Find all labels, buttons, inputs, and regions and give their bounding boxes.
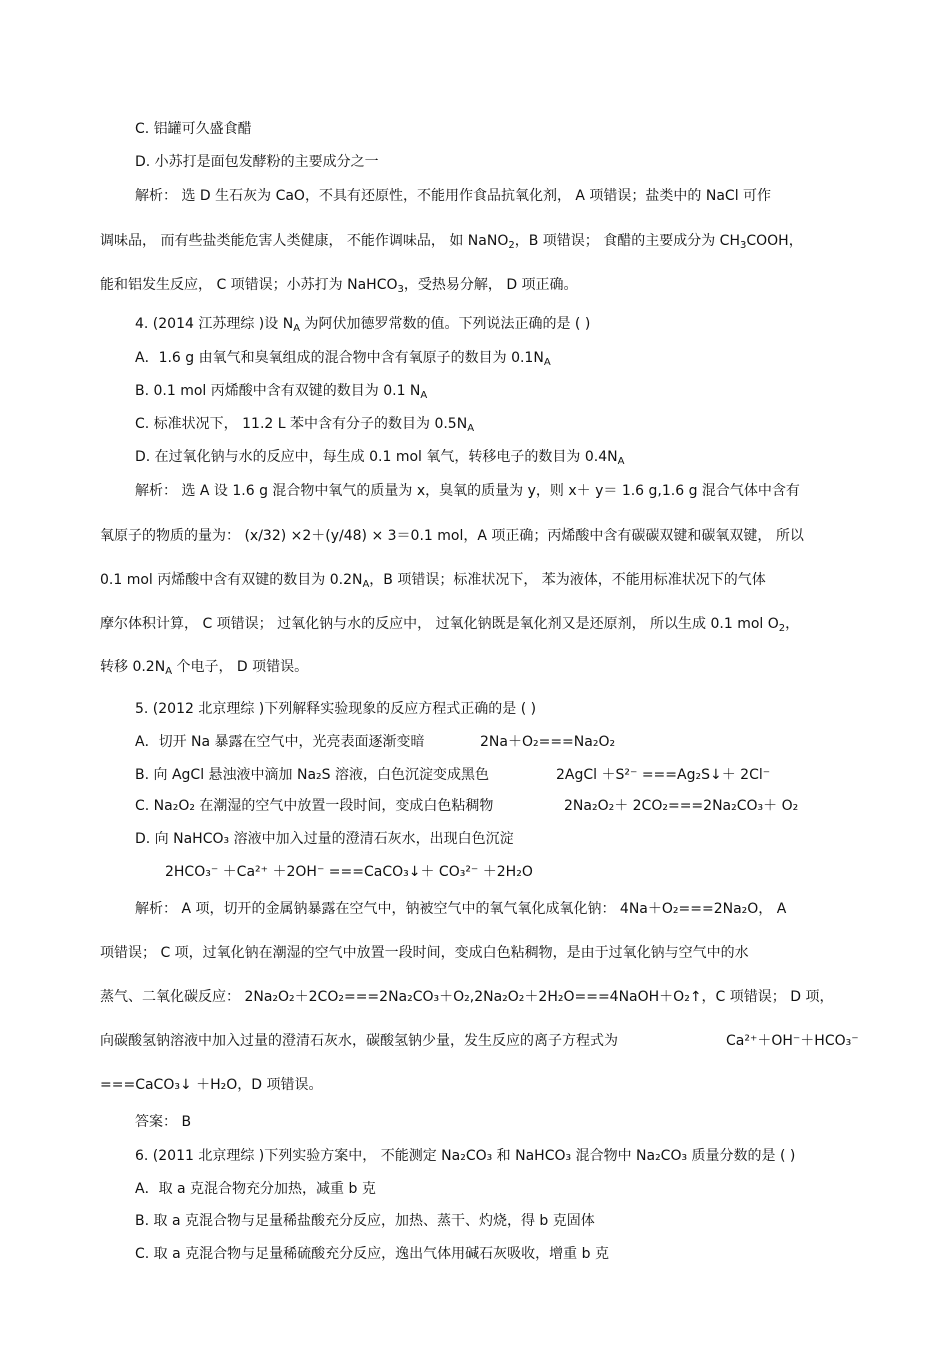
q3-explanation-line2: 调味品， 而有些盐类能危害人类健康， 不能作调味品， 如 NaNO$_2$，B 项错误； 食醋的主要成分为 $CH_3COOH$， [100,233,803,251]
q6-stem: 6. (2011 北京理综 )下列实验方案中， 不能测定 Na₂CO₃ 和 NaHCO₃ 混合物中 Na₂CO₃ 质量分数的是 ( ) [135,1148,796,1164]
q4-stem: 4. (2014 江苏理综 )设 $N_A$ 为阿伏加德罗常数的值。下列说法正确的是 ( ) [135,316,591,334]
q5-option-d: D. 向 NaHCO₃ 溶液中加入过量的澄清石灰水，出现白色沉淀 [135,831,514,847]
q5-equation-d: 2HCO₃⁻ ＋Ca²⁺ ＋2OH⁻ ===CaCO₃↓＋ CO₃²⁻ ＋2H₂O [165,864,533,880]
q3-explanation-line3: 能和铝发生反应， C 项错误；小苏打为 NaHCO$_3$，受热易分解， D 项正确。 [100,277,578,295]
q5-option-c: C. Na₂O₂ 在潮湿的空气中放置一段时间，变成白色粘稠物 [135,798,494,814]
q5-equation-c: 2Na₂O₂＋ 2CO₂===2Na₂CO₃＋ O₂ [564,798,799,814]
q4-explanation-line2: 氧原子的物质的量为： (x/32) ×2＋(y/48) × 3＝0.1 mol，A 项正确；丙烯酸中含有碳碳双键和碳氧双键， 所以 [100,528,804,544]
q4-explanation-line4: 摩尔体积计算， C 项错误； 过氧化钠与水的反应中， 过氧化钠既是氧化剂又是还原剂， 所以生成 0.1 mol $O_2$， [100,616,800,634]
q5-option-a: A．切开 Na 暴露在空气中，光亮表面逐渐变暗 [135,734,425,750]
q3-explanation-line1: 解析： 选 D 生石灰为 CaO，不具有还原性，不能用作食品抗氧化剂， A 项错误；盐类中的 NaCl 可作 [135,188,772,204]
q4-option-c: C. 标准状况下， 11.2 L 苯中含有分子的数目为 $0.5N_A$ [135,416,475,434]
q3-option-c: C. 铝罐可久盛食醋 [135,121,252,137]
q5-option-b: B. 向 AgCl 悬浊液中滴加 Na₂S 溶液，白色沉淀变成黑色 [135,767,489,783]
q5-explanation-line4: 向碳酸氢钠溶液中加入过量的澄清石灰水，碳酸氢钠少量，发生反应的离子方程式为 [100,1033,618,1049]
q5-explanation-line3: 蒸气、二氧化碳反应： 2Na₂O₂＋2CO₂===2Na₂CO₃＋O₂,2Na₂O₂＋2H₂O===4NaOH＋O₂↑，C 项错误； D 项， [100,989,834,1005]
q5-equation-a: 2Na＋O₂===Na₂O₂ [480,734,616,750]
q4-option-d: D. 在过氧化钠与水的反应中，每生成 0.1 mol 氧气，转移电子的数目为 $0.4N_A$ [135,449,625,467]
q5-explanation-line1: 解析： A 项，切开的金属钠暴露在空气中，钠被空气中的氧气氧化成氧化钠： 4Na＋O₂===2Na₂O， A [135,901,787,917]
q4-option-b: B. 0.1 mol 丙烯酸中含有双键的数目为 0.1 $N_A$ [135,383,428,401]
q4-explanation-line5: 转移 $0.2N_A$ 个电子， D 项错误。 [100,659,309,677]
q5-equation-b: 2AgCl ＋S²⁻ ===Ag₂S↓＋ 2Cl⁻ [556,767,771,783]
q6-option-b: B. 取 a 克混合物与足量稀盐酸充分反应，加热、蒸干、灼烧，得 b 克固体 [135,1213,595,1229]
q4-explanation-line1: 解析： 选 A 设 1.6 g 混合物中氧气的质量为 x，臭氧的质量为 y，则 x＋ y＝ 1.6 g,1.6 g 混合气体中含有 [135,483,800,499]
q6-option-a: A．取 a 克混合物充分加热，减重 b 克 [135,1181,376,1197]
q5-explanation-line4-formula: Ca²⁺＋OH⁻＋HCO₃⁻ [726,1033,859,1049]
q4-option-a: A．1.6 g 由氧气和臭氧组成的混合物中含有氧原子的数目为 $0.1N_A$ [135,350,551,368]
q4-explanation-line3: 0.1 mol 丙烯酸中含有双键的数目为 $0.2N_A$，B 项错误；标准状况下， 苯为液体，不能用标准状况下的气体 [100,572,766,590]
q3-option-d: D. 小苏打是面包发酵粉的主要成分之一 [135,154,379,170]
q5-explanation-line5: ===CaCO₃↓ ＋H₂O，D 项错误。 [100,1077,323,1093]
q5-explanation-line2: 项错误； C 项，过氧化钠在潮湿的空气中放置一段时间，变成白色粘稠物，是由于过氧化钠与空气中的水 [100,945,749,961]
q5-stem: 5. (2012 北京理综 )下列解释实验现象的反应方程式正确的是 ( ) [135,701,537,717]
q6-option-c: C. 取 a 克混合物与足量稀硫酸充分反应，逸出气体用碱石灰吸收，增重 b 克 [135,1246,609,1262]
q5-answer: 答案： B [135,1114,192,1130]
